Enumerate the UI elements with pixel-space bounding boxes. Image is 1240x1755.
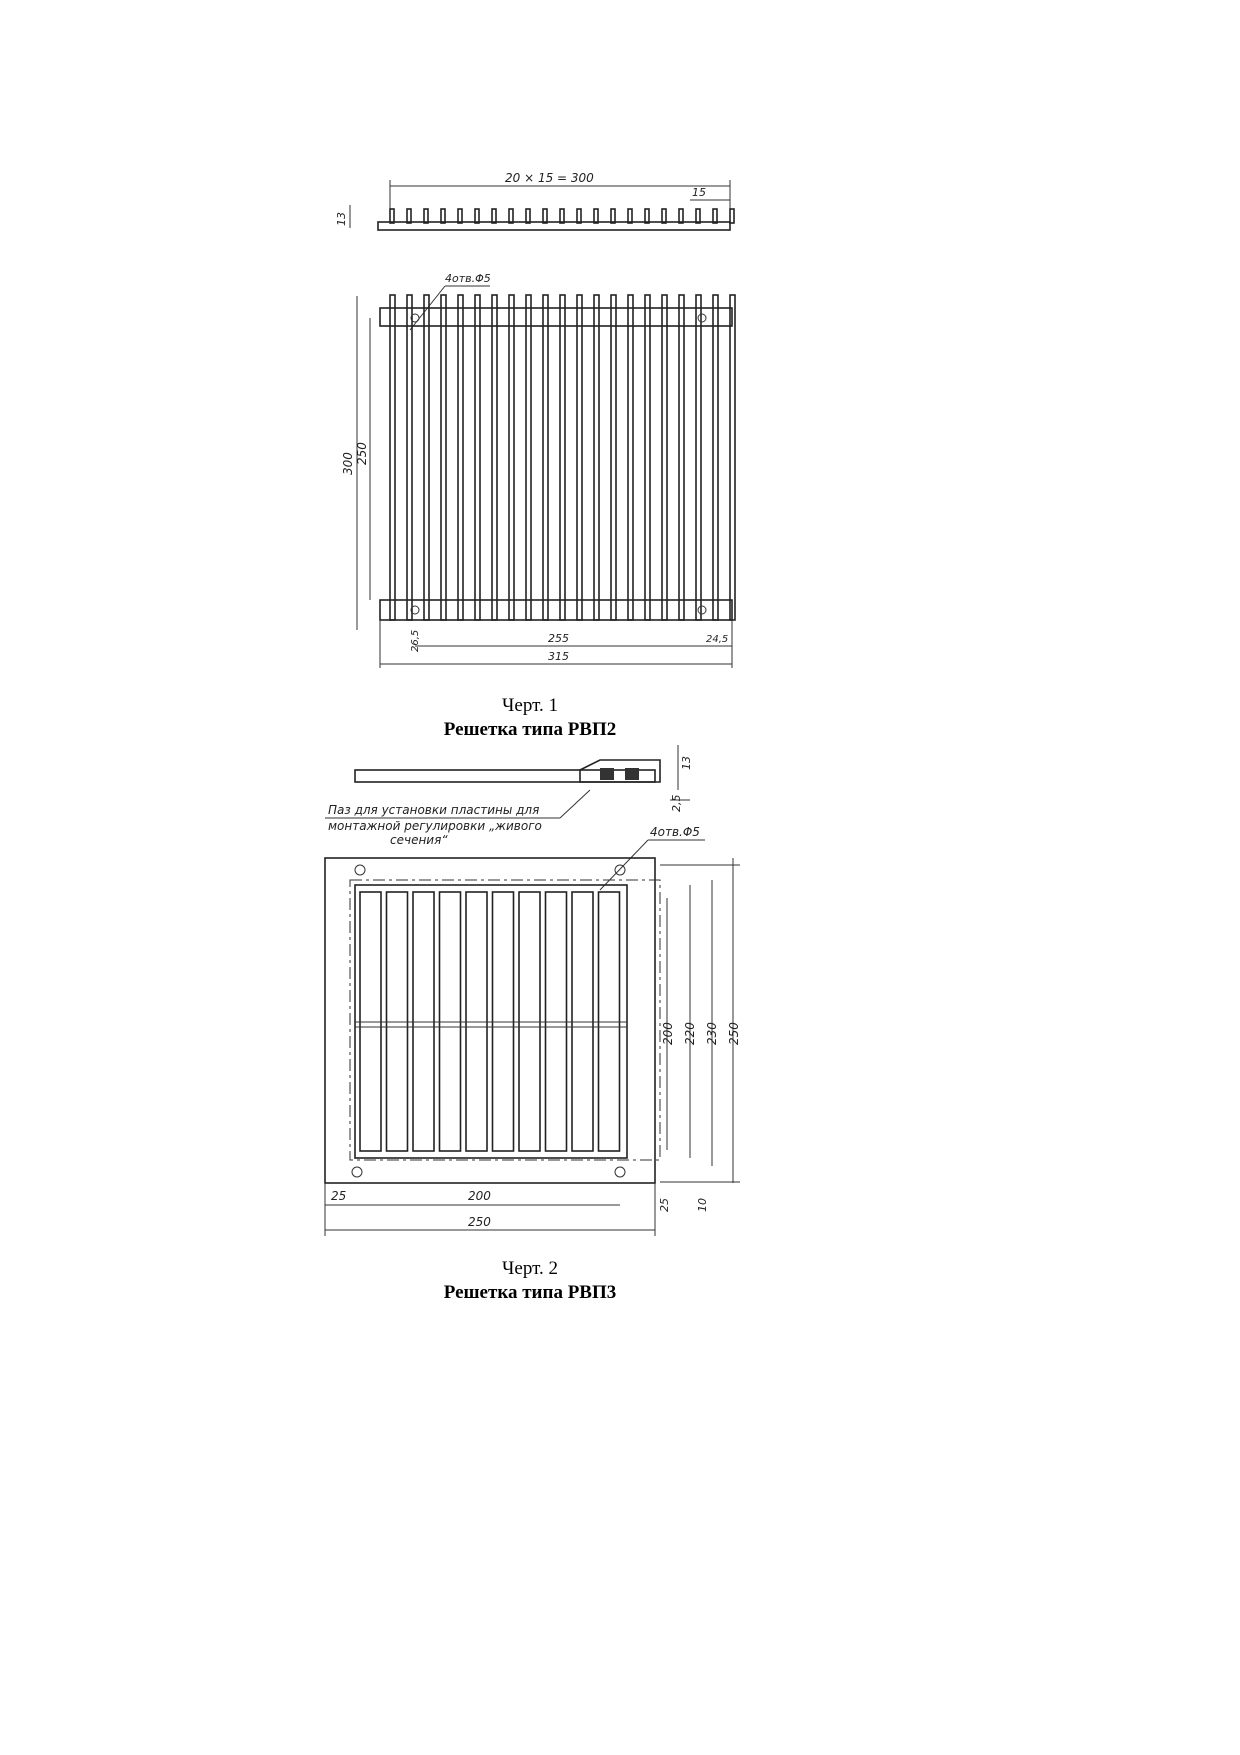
dim-height: 13 bbox=[335, 212, 348, 226]
tooth bbox=[662, 209, 666, 223]
tooth bbox=[730, 209, 734, 223]
dim-w200: 200 bbox=[468, 1189, 491, 1203]
bar bbox=[730, 295, 735, 620]
tooth bbox=[645, 209, 649, 223]
section-view-1 bbox=[335, 171, 734, 230]
tooth bbox=[458, 209, 462, 223]
dim-h13: 13 bbox=[680, 756, 693, 770]
tooth bbox=[577, 209, 581, 223]
dim-h250: 250 bbox=[355, 442, 369, 465]
tooth bbox=[713, 209, 717, 223]
dim-v230: 230 bbox=[705, 1022, 719, 1045]
bar bbox=[628, 295, 633, 620]
bar bbox=[492, 295, 497, 620]
bar bbox=[458, 295, 463, 620]
bar bbox=[560, 295, 565, 620]
tooth bbox=[441, 209, 445, 223]
dim-right: 24,5 bbox=[706, 634, 729, 645]
bar bbox=[594, 295, 599, 620]
dim-w315: 315 bbox=[548, 650, 569, 663]
bar bbox=[390, 295, 395, 620]
tooth bbox=[475, 209, 479, 223]
bar bbox=[509, 295, 514, 620]
dim-w250: 250 bbox=[468, 1215, 491, 1229]
tooth bbox=[560, 209, 564, 223]
dim-top: 20 × 15 = 300 bbox=[505, 171, 594, 185]
bar bbox=[713, 295, 718, 620]
bar bbox=[475, 295, 480, 620]
bar bbox=[407, 295, 412, 620]
plan-view-2 bbox=[325, 825, 741, 1236]
bar bbox=[662, 295, 667, 620]
bar bbox=[696, 295, 701, 620]
tooth bbox=[390, 209, 394, 223]
dim-b25: 25 bbox=[658, 1198, 671, 1212]
dim-pitch: 15 bbox=[692, 186, 706, 199]
tooth bbox=[407, 209, 411, 223]
figure-1-title: Решетка типа РВП2 bbox=[443, 719, 617, 740]
note-line-1: Паз для установки пластины для bbox=[328, 803, 540, 817]
figure-1-drawing bbox=[320, 160, 740, 680]
figure-1-number: Черт. 1 bbox=[502, 695, 558, 716]
dim-v200: 200 bbox=[661, 1022, 675, 1045]
tooth bbox=[492, 209, 496, 223]
bar bbox=[611, 295, 616, 620]
dim-edge: 26,5 bbox=[410, 629, 421, 652]
figure-1-caption bbox=[0, 694, 1060, 742]
tooth bbox=[594, 209, 598, 223]
tooth bbox=[611, 209, 615, 223]
bar bbox=[645, 295, 650, 620]
figure-2-caption bbox=[0, 1257, 1060, 1305]
dim-holes-2: 4отв.Φ5 bbox=[650, 825, 700, 839]
dim-b10: 10 bbox=[696, 1198, 709, 1212]
tooth bbox=[696, 209, 700, 223]
bar bbox=[543, 295, 548, 620]
bar bbox=[679, 295, 684, 620]
dim-holes: 4отв.Φ5 bbox=[445, 272, 491, 285]
plan-view-1 bbox=[341, 272, 735, 668]
dim-w255: 255 bbox=[548, 632, 569, 645]
tooth bbox=[628, 209, 632, 223]
tooth bbox=[424, 209, 428, 223]
dim-h300: 300 bbox=[341, 452, 355, 475]
tooth bbox=[679, 209, 683, 223]
dim-v250: 250 bbox=[727, 1022, 741, 1045]
note-line-2: монтажной регулировки „живого bbox=[328, 819, 542, 833]
dim-h25: 2,5 bbox=[670, 794, 683, 812]
tooth bbox=[526, 209, 530, 223]
bar bbox=[577, 295, 582, 620]
figure-2-number: Черт. 2 bbox=[502, 1258, 558, 1279]
bar bbox=[424, 295, 429, 620]
dim-v220: 220 bbox=[683, 1022, 697, 1045]
tooth bbox=[509, 209, 513, 223]
bar bbox=[526, 295, 531, 620]
note-line-3: сечения“ bbox=[390, 833, 448, 847]
bar bbox=[441, 295, 446, 620]
figure-2-title: Решетка типа РВП3 bbox=[443, 1282, 617, 1303]
dim-left25: 25 bbox=[331, 1189, 347, 1203]
figure-2-drawing bbox=[320, 745, 750, 1265]
tooth bbox=[543, 209, 547, 223]
